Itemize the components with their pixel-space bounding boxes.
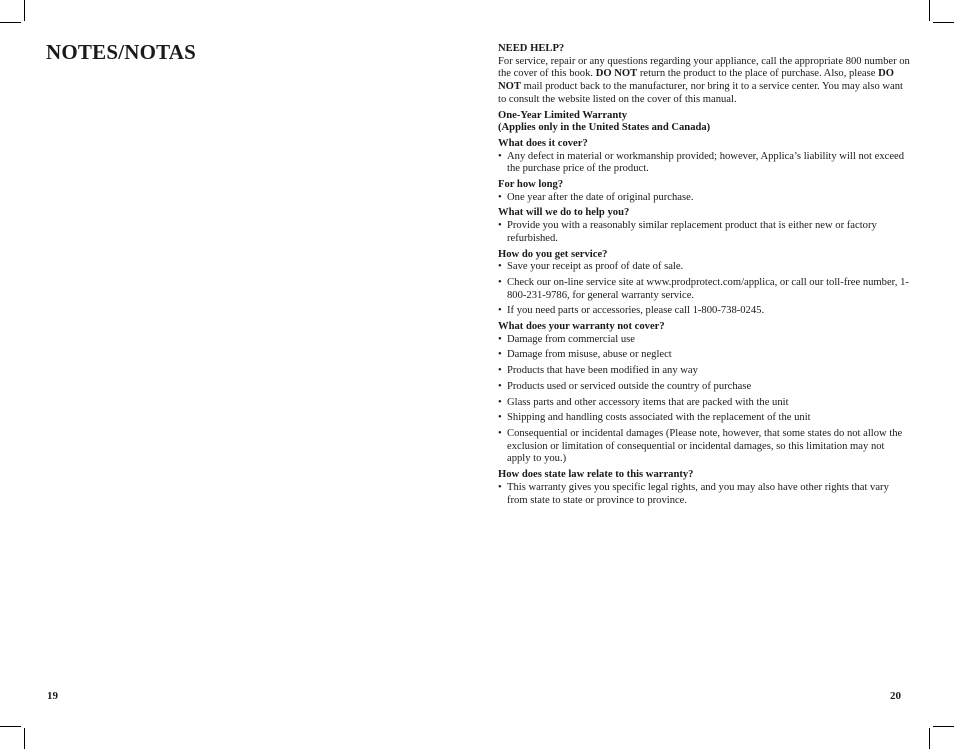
bullet-text: Damage from misuse, abuse or neglect — [507, 349, 672, 361]
warranty-section — [498, 138, 910, 176]
do-not-emphasis: DO NOT — [498, 68, 895, 93]
crop-mark — [0, 22, 21, 23]
page-title: NOTES/NOTAS — [46, 40, 197, 64]
bullet-item — [498, 365, 910, 378]
page-number-left: 19 — [47, 690, 58, 702]
bullet-icon: • — [498, 150, 502, 162]
bullet-text: Products that have been modified in any way — [507, 365, 698, 377]
section-heading: What will we do to help you? — [498, 207, 630, 219]
bullet-icon: • — [498, 349, 502, 361]
bullet-item — [498, 192, 910, 205]
bullet-text: This warranty gives you specific legal rights, and you may also have other rights that vary from state to state or province to province. — [507, 481, 889, 506]
bullet-icon: • — [498, 220, 502, 232]
need-help-text-1: For service, repair or any questions regarding your appliance, call the appropriate 800 number on the cover of this book. — [498, 55, 910, 80]
bullet-icon: • — [498, 305, 502, 317]
warranty-sections — [498, 138, 910, 507]
section-heading: How does state law relate to this warranty? — [498, 469, 694, 481]
bullet-icon: • — [498, 481, 502, 493]
crop-mark — [24, 0, 25, 21]
bullet-item — [498, 261, 910, 274]
do-not-emphasis: DO NOT — [595, 68, 638, 80]
crop-mark — [933, 22, 954, 23]
section-heading: For how long? — [498, 179, 564, 191]
page-number-right: 20 — [890, 690, 901, 702]
warranty-column — [498, 43, 910, 510]
bullet-text: Shipping and handling costs associated with the replacement of the unit — [507, 412, 811, 424]
crop-mark — [929, 0, 930, 21]
bullet-item — [498, 349, 910, 362]
bullet-item — [498, 277, 910, 302]
bullet-icon: • — [498, 380, 502, 392]
bullet-text: If you need parts or accessories, please call 1-800-738-0245. — [507, 305, 765, 317]
bullet-icon: • — [498, 396, 502, 408]
need-help-section — [498, 43, 910, 107]
bullet-text: Provide you with a reasonably similar replacement product that is either new or factory refurbished. — [507, 220, 877, 244]
bullet-text: Consequential or incidental damages (Please note, however, that some states do not allow the exclusion or limitation of consequential or incidental damages, so this limitation may not apply to you.) — [507, 427, 903, 465]
bullet-item — [498, 220, 910, 245]
bullet-item — [498, 428, 910, 466]
warranty-title: One-Year Limited Warranty — [498, 109, 628, 121]
warranty-title-section — [498, 110, 910, 135]
warranty-section — [498, 249, 910, 319]
bullet-icon: • — [498, 276, 502, 288]
bullet-item — [498, 305, 910, 318]
bullet-icon: • — [498, 191, 502, 203]
bullet-text: Check our on-line service site at www.prodprotect.com/applica, or call our toll-free number, 1-800-231-9786, for general warranty service. — [507, 276, 909, 301]
bullet-item — [498, 334, 910, 347]
need-help-text — [498, 56, 910, 107]
bullet-item — [498, 482, 910, 507]
section-heading: How do you get service? — [498, 248, 608, 260]
bullet-text: Save your receipt as proof of date of sale. — [507, 261, 684, 273]
section-heading: What does your warranty not cover? — [498, 321, 665, 333]
crop-mark — [0, 726, 21, 727]
bullet-text: Damage from commercial use — [507, 333, 635, 345]
need-help-text-3: mail product back to the manufacturer, nor bring it to a service center. You may also want to consult the website listed on the cover of this manual. — [498, 81, 903, 105]
bullet-icon: • — [498, 427, 502, 439]
bullet-item — [498, 381, 910, 394]
need-help-heading: NEED HELP? — [498, 43, 565, 54]
need-help-text-2: return the product to the place of purchase. Also, please — [637, 68, 879, 80]
crop-mark — [929, 728, 930, 749]
section-heading: What does it cover? — [498, 137, 588, 149]
warranty-section — [498, 179, 910, 204]
warranty-section — [498, 207, 910, 245]
bullet-item — [498, 412, 910, 425]
bullet-icon: • — [498, 261, 502, 273]
warranty-section — [498, 469, 910, 507]
bullet-item — [498, 397, 910, 410]
bullet-icon: • — [498, 365, 502, 377]
warranty-section — [498, 321, 910, 466]
crop-mark — [24, 728, 25, 749]
crop-mark — [933, 726, 954, 727]
bullet-text: Any defect in material or workmanship provided; however, Applica’s liability will not exceed the purchase price of the product. — [507, 150, 905, 175]
bullet-icon: • — [498, 412, 502, 424]
bullet-text: Products used or serviced outside the country of purchase — [507, 380, 752, 392]
warranty-scope: (Applies only in the United States and Canada) — [498, 122, 711, 134]
bullet-icon: • — [498, 333, 502, 345]
bullet-text: Glass parts and other accessory items that are packed with the unit — [507, 396, 789, 408]
bullet-item — [498, 151, 910, 176]
bullet-text: One year after the date of original purchase. — [507, 191, 694, 203]
